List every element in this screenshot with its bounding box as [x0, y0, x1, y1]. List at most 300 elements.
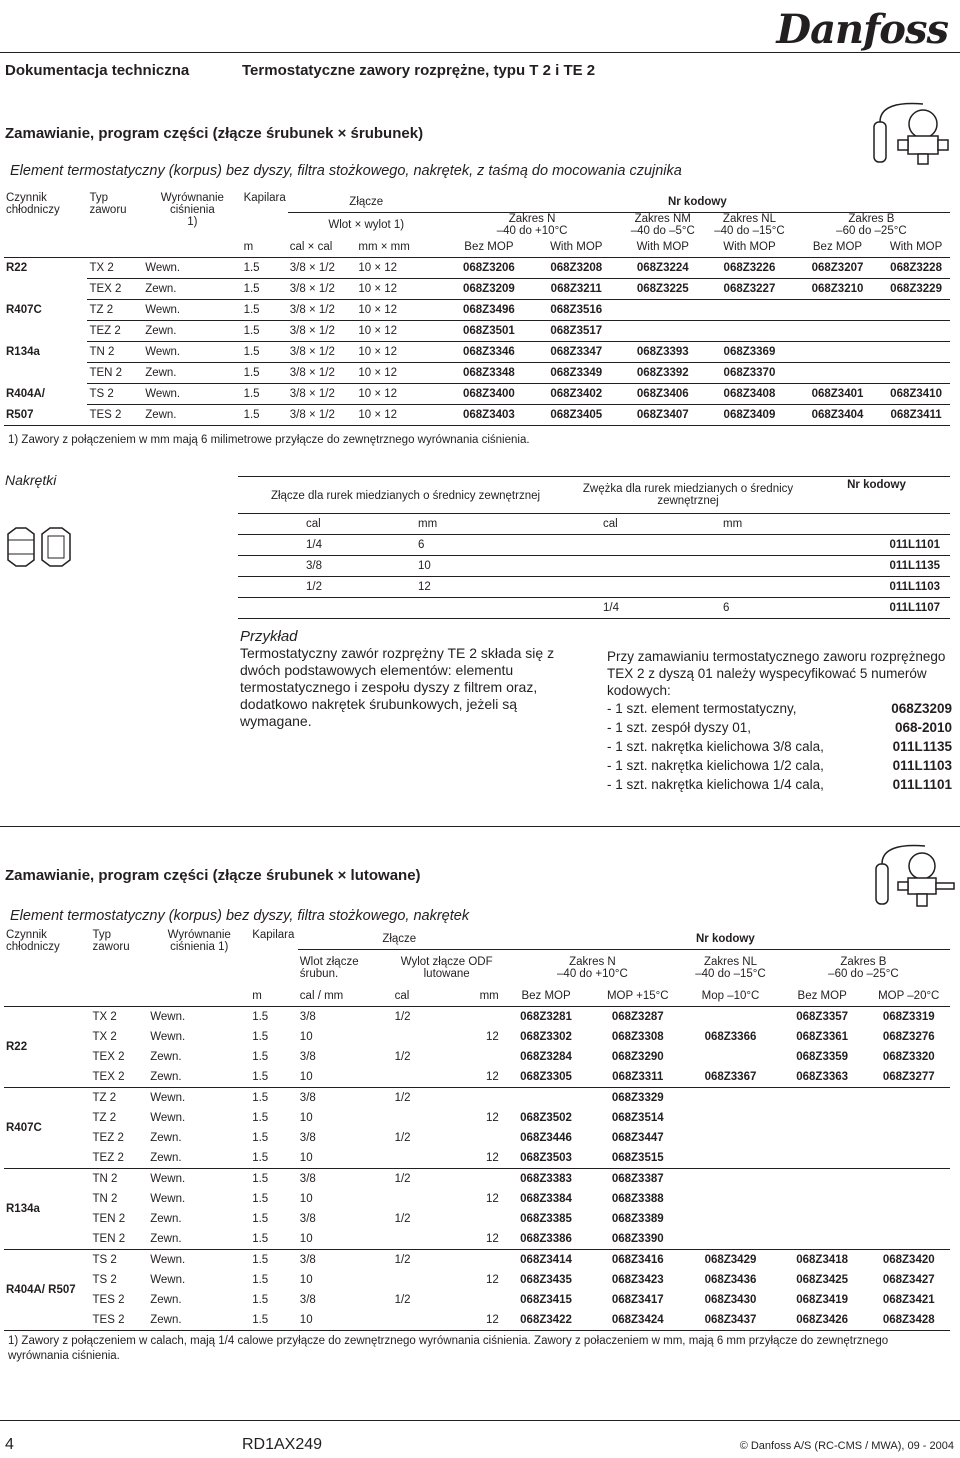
u2-m: m — [250, 986, 298, 1007]
code-cell — [882, 321, 950, 342]
inlet-cell: 10 — [298, 1229, 393, 1250]
mm-cell — [388, 598, 573, 619]
code-cell: 068Z3346 — [445, 342, 533, 363]
mm-cell: 10 × 12 — [356, 363, 444, 384]
code-cell: 068Z3357 — [796, 1011, 849, 1023]
mm-cell: 10 — [388, 556, 573, 577]
code-cell: 068Z3418 — [796, 1254, 849, 1266]
type-cell: TS 2 — [92, 1274, 117, 1286]
code-cell: 068Z3403 — [445, 405, 533, 426]
code-cell — [793, 363, 882, 384]
capillary-cell: 1.5 — [252, 1173, 269, 1185]
code-cell — [706, 300, 793, 321]
table-row — [4, 321, 950, 342]
copyright: © Danfoss A/S (RC-CMS / MWA), 09 - 2004 — [739, 1440, 954, 1452]
type-cell: TEZ 2 — [87, 321, 143, 342]
h-range-nl: Zakres NL — [722, 213, 776, 225]
code-cell: 068Z3228 — [882, 258, 950, 279]
code-cell — [684, 1088, 777, 1109]
code-cell: 068Z3311 — [591, 1067, 684, 1088]
code-cell: 068Z3424 — [591, 1310, 684, 1331]
h2-range-b: Zakres B — [840, 956, 887, 968]
code-cell: 068Z3225 — [619, 279, 706, 300]
cal-cell — [238, 598, 388, 619]
u-mm: mm × mm — [356, 237, 444, 258]
type-cell: TEN 2 — [91, 1229, 149, 1250]
code-cell: 068Z3302 — [520, 1031, 572, 1043]
code-cell: 068Z3369 — [706, 342, 793, 363]
mm-cell: 12 — [442, 1067, 501, 1088]
mm-cell — [442, 1128, 501, 1148]
cal-cell — [393, 1229, 442, 1250]
order-item-code: 011L1101 — [892, 777, 952, 792]
capillary-cell: 1.5 — [252, 1031, 269, 1043]
order-item-code: 011L1135 — [892, 739, 952, 754]
mm-cell — [442, 1209, 501, 1229]
code-cell: 068Z3359 — [796, 1051, 849, 1063]
cal-cell — [393, 1108, 442, 1128]
capillary-cell: 1.5 — [242, 321, 288, 342]
type-cell: TZ 2 — [87, 300, 143, 321]
inch-cell: 3/8 × 1/2 — [288, 405, 357, 426]
code-cell — [867, 1169, 950, 1190]
page-header — [0, 0, 960, 88]
code-cell: 068Z3390 — [591, 1229, 684, 1250]
h-inlet-outlet: Wlot × wylot 1) — [328, 219, 405, 231]
mm-cell: 6 — [388, 535, 573, 556]
code-cell — [684, 1148, 777, 1169]
code-cell — [619, 321, 706, 342]
code-cell — [684, 1047, 777, 1067]
equalization-cell: Wewn. — [143, 300, 241, 321]
code-cell — [777, 1229, 868, 1250]
code-cell: 068Z3384 — [520, 1193, 572, 1205]
capillary-cell: 1.5 — [242, 405, 288, 426]
refrigerant-cell: R134a — [4, 1169, 91, 1250]
code-cell: 068Z3229 — [882, 279, 950, 300]
type-cell: TEX 2 — [91, 1067, 149, 1088]
code-cell: 068Z3517 — [533, 321, 619, 342]
inlet-cell: 3/8 — [299, 1254, 316, 1266]
cal-cell: 1/4 — [573, 598, 693, 619]
code-cell: 068Z3305 — [501, 1067, 592, 1088]
code-cell: 068Z3366 — [704, 1031, 757, 1043]
h-range-nm-val: –40 do –5°C — [630, 225, 695, 237]
code-cell: 068Z3415 — [520, 1294, 572, 1306]
code-cell: 068Z3277 — [867, 1067, 950, 1088]
equalization-cell: Wewn. — [143, 384, 241, 405]
capillary-cell: 1.5 — [250, 1067, 298, 1088]
code-cell: 068Z3348 — [445, 363, 533, 384]
u-c3: With MOP — [619, 237, 706, 258]
code-cell: 068Z3409 — [706, 405, 793, 426]
capillary-cell: 1.5 — [242, 279, 288, 300]
h-eq-note: 1) — [187, 216, 198, 228]
code-cell: 068Z3401 — [793, 384, 882, 405]
mm-cell — [442, 1250, 501, 1271]
code-cell: 068Z3416 — [611, 1254, 664, 1266]
code-cell — [777, 1088, 868, 1109]
refrigerant-cell — [4, 321, 87, 342]
table-row — [238, 598, 950, 619]
inlet-cell: 3/8 — [299, 1294, 316, 1306]
type-cell: TEZ 2 — [92, 1132, 124, 1144]
cal-cell — [393, 1310, 442, 1331]
code-cell — [684, 1128, 777, 1148]
refrigerant-cell: R134a — [6, 346, 40, 358]
code-cell — [867, 1229, 950, 1250]
type-cell: TEX 2 — [92, 1051, 125, 1063]
cal-cell — [573, 556, 693, 577]
refrigerant-cell: R404A/ R507 — [4, 1250, 91, 1331]
capillary-cell: 1.5 — [252, 1274, 269, 1286]
u2-c3: Mop –10°C — [684, 986, 777, 1007]
code-cell: 068Z3320 — [882, 1051, 935, 1063]
section2-title: Zamawianie, program części (złącze śrubunek × lutowane) — [5, 867, 421, 884]
nuts-h-flare: Złącze dla rurek miedzianych o średnicy zewnętrznej — [238, 477, 573, 514]
inlet-cell: 3/8 — [299, 1132, 316, 1144]
code-cell — [684, 1007, 777, 1028]
mm-cell — [442, 1290, 501, 1310]
capillary-cell: 1.5 — [252, 1011, 269, 1023]
doc-title: Termostatyczne zawory rozprężne, typu T 2 i TE 2 — [242, 62, 596, 79]
code-cell — [867, 1189, 950, 1209]
table-row — [4, 279, 950, 300]
code-cell: 068Z3210 — [793, 279, 882, 300]
inlet-cell: 10 — [299, 1112, 313, 1124]
code-cell: 068Z3446 — [520, 1132, 572, 1144]
capillary-cell: 1.5 — [252, 1132, 269, 1144]
code-cell: 068Z3393 — [619, 342, 706, 363]
equalization-cell: Zewn. — [148, 1229, 250, 1250]
table-row — [4, 1007, 950, 1028]
cal-cell — [393, 1027, 442, 1047]
cal-cell — [393, 1148, 442, 1169]
table-row — [4, 1189, 950, 1209]
code-cell: 068Z3388 — [611, 1193, 664, 1205]
mm-cell: 12 — [388, 577, 573, 598]
capillary-cell: 1.5 — [250, 1229, 298, 1250]
inch-cell: 3/8 × 1/2 — [288, 363, 357, 384]
example-block — [240, 628, 590, 730]
cal-cell: 1/2 — [394, 1092, 411, 1104]
equalization-cell: Zewn. — [143, 321, 241, 342]
cal-cell: 1/2 — [394, 1132, 411, 1144]
inch-cell: 3/8 × 1/2 — [288, 300, 357, 321]
mm-cell: 10 × 12 — [356, 405, 444, 426]
code-cell: 068Z3514 — [611, 1112, 664, 1124]
list-item — [607, 756, 952, 775]
h2-range-b-val: –60 do –25°C — [828, 968, 899, 980]
code-cell: 068Z3430 — [704, 1294, 757, 1306]
type-cell: TX 2 — [92, 1031, 117, 1043]
h-range-n-val: –40 do +10°C — [496, 225, 568, 237]
code-cell: 068Z3226 — [706, 258, 793, 279]
code-cell — [867, 1128, 950, 1148]
code-cell: 068Z3423 — [611, 1274, 664, 1286]
capillary-cell: 1.5 — [252, 1092, 269, 1104]
code-cell — [706, 321, 793, 342]
code-cell — [619, 300, 706, 321]
section2-table — [4, 929, 950, 1331]
type-cell: TN 2 — [92, 1193, 118, 1205]
inlet-cell: 10 — [298, 1148, 393, 1169]
cal-cell: 1/2 — [394, 1051, 411, 1063]
code-cell: 011L1135 — [803, 556, 950, 577]
table-row — [4, 1169, 950, 1190]
cal-cell — [393, 1270, 442, 1290]
code-cell: 068Z3502 — [520, 1112, 572, 1124]
h2-code-no: Nr kodowy — [501, 929, 950, 950]
mm-cell — [442, 1169, 501, 1190]
code-cell: 068Z3281 — [520, 1011, 572, 1023]
section2-subtitle: Element termostatyczny (korpus) bez dyszy, filtra stożkowego, nakrętek — [10, 908, 470, 924]
cal-cell — [573, 535, 693, 556]
code-cell: 068Z3419 — [796, 1294, 849, 1306]
inch-cell: 3/8 × 1/2 — [288, 258, 357, 279]
u2-c4: Bez MOP — [777, 986, 868, 1007]
code-cell: 068Z3410 — [882, 384, 950, 405]
order-item-text: - 1 szt. nakrętka kielichowa 3/8 cala, — [607, 739, 824, 754]
cal-cell — [393, 1189, 442, 1209]
code-cell — [684, 1209, 777, 1229]
equalization-cell: Zewn. — [150, 1051, 182, 1063]
order-item-text: - 1 szt. nakrętka kielichowa 1/2 cala, — [607, 758, 824, 773]
table-row — [4, 300, 950, 321]
type-cell: TEN 2 — [87, 363, 143, 384]
inlet-cell: 3/8 — [299, 1092, 316, 1104]
code-cell: 068Z3209 — [445, 279, 533, 300]
h2-range-nl-val: –40 do –15°C — [695, 968, 766, 980]
h-type: Typ zaworu — [89, 192, 127, 216]
example-text: Termostatyczny zawór rozprężny TE 2 składa się z dwóch podstawowych elementów: elementu termostatycznego i zespołu dyszy z filtrem oraz, dodatkowo nakrętek śrubunkowych, jeżeli są wymagane. — [240, 645, 555, 729]
code-cell: 068Z3385 — [520, 1213, 572, 1225]
cal-cell: 1/2 — [394, 1173, 411, 1185]
equalization-cell: Wewn. — [150, 1092, 186, 1104]
table-row — [4, 1108, 950, 1128]
u-c2: With MOP — [533, 237, 619, 258]
h-range-nl-val: –40 do –15°C — [714, 225, 785, 237]
u-c6: With MOP — [882, 237, 950, 258]
valve-icon-2 — [870, 842, 958, 920]
mm-cell: 12 — [442, 1229, 501, 1250]
code-cell — [777, 1189, 868, 1209]
code-cell: 068Z3284 — [520, 1051, 572, 1063]
code-cell — [867, 1209, 950, 1229]
mm-cell: 10 × 12 — [356, 321, 444, 342]
code-cell: 068Z3408 — [706, 384, 793, 405]
code-cell — [501, 1088, 592, 1109]
code-cell: 068Z3406 — [619, 384, 706, 405]
cal-cell: 1/4 — [238, 535, 388, 556]
code-cell — [882, 342, 950, 363]
capillary-cell: 1.5 — [252, 1193, 269, 1205]
equalization-cell: Zewn. — [148, 1310, 250, 1331]
code-cell — [684, 1229, 777, 1250]
code-cell: 068Z3414 — [520, 1254, 572, 1266]
code-cell: 068Z3435 — [520, 1274, 572, 1286]
code-cell — [793, 300, 882, 321]
cal-cell: 1/2 — [238, 577, 388, 598]
mm-cell — [442, 1007, 501, 1028]
code-cell: 068Z3206 — [445, 258, 533, 279]
equalization-cell: Wewn. — [150, 1011, 186, 1023]
h2-connection: Złącze — [298, 929, 501, 950]
code-cell: 068Z3428 — [867, 1310, 950, 1331]
nuts-label: Nakrętki — [5, 472, 57, 488]
equalization-cell: Wewn. — [143, 258, 241, 279]
mm-cell — [693, 535, 803, 556]
order-item-code: 011L1103 — [892, 758, 952, 773]
code-cell: 068Z3496 — [445, 300, 533, 321]
order-item-text: - 1 szt. element termostatyczny, — [607, 701, 797, 716]
code-cell: 068Z3422 — [501, 1310, 592, 1331]
code-cell: 068Z3227 — [706, 279, 793, 300]
code-cell: 068Z3389 — [611, 1213, 664, 1225]
refrigerant-cell: R22 — [6, 262, 28, 275]
section1-title: Zamawianie, program części (złącze śrubunek × śrubunek) — [5, 125, 424, 142]
code-cell: 068Z3420 — [882, 1254, 935, 1266]
table-row — [4, 1067, 950, 1088]
code-cell — [777, 1209, 868, 1229]
inch-cell: 3/8 × 1/2 — [288, 342, 357, 363]
inch-cell: 3/8 × 1/2 — [288, 279, 357, 300]
h-range-n: Zakres N — [508, 213, 556, 225]
code-cell: 068Z3417 — [611, 1294, 664, 1306]
code-cell: 068Z3405 — [533, 405, 619, 426]
equalization-cell: Zewn. — [143, 405, 241, 426]
table-row — [4, 363, 950, 384]
table-row — [4, 342, 950, 363]
code-cell — [777, 1128, 868, 1148]
section1-table — [4, 192, 950, 426]
nuts-h-reducer: Zwężka dla rurek miedzianych o średnicy zewnętrznej — [573, 477, 803, 514]
cal-cell — [393, 1067, 442, 1088]
nuts-u-mm2: mm — [693, 514, 803, 535]
code-cell — [684, 1169, 777, 1190]
list-item — [607, 775, 952, 794]
capillary-cell: 1.5 — [242, 363, 288, 384]
code-cell — [777, 1148, 868, 1169]
u-c1: Bez MOP — [445, 237, 533, 258]
table-row — [4, 1209, 950, 1229]
equalization-cell: Wewn. — [150, 1031, 186, 1043]
h2-type: Typ zaworu — [92, 929, 130, 953]
refrigerant-cell — [4, 363, 87, 384]
cal-cell — [573, 577, 693, 598]
mm-cell: 12 — [485, 1193, 499, 1205]
nuts-u-cal1: cal — [238, 514, 388, 535]
inlet-cell: 10 — [298, 1310, 393, 1331]
equalization-cell: Zewn. — [150, 1294, 182, 1306]
mm-cell — [693, 556, 803, 577]
code-cell — [684, 1189, 777, 1209]
cal-cell: 1/2 — [394, 1254, 411, 1266]
table-row — [4, 1229, 950, 1250]
code-cell: 011L1107 — [803, 598, 950, 619]
h2-capillary: Kapilara — [252, 929, 295, 941]
section2-footnote: 1) Zawory z połączeniem w calach, mają 1/4 calowe przyłącze do zewnętrznego wyrównania ciśnienia. Zawory z połaczeniem w mm, mają 6 mm przyłącze do zewnętrznego wyrównania ciśnienia. — [8, 1335, 889, 1362]
doc-type: Dokumentacja techniczna — [5, 62, 190, 79]
mm-cell: 12 — [442, 1148, 501, 1169]
mm-cell: 6 — [693, 598, 803, 619]
cal-cell: 1/2 — [394, 1294, 411, 1306]
type-cell: TN 2 — [92, 1173, 118, 1185]
code-cell — [867, 1148, 950, 1169]
nuts-u-cal2: cal — [573, 514, 693, 535]
type-cell: TEZ 2 — [91, 1148, 149, 1169]
type-cell: TS 2 — [87, 384, 143, 405]
inlet-cell: 3/8 — [299, 1051, 316, 1063]
h-code-no: Nr kodowy — [445, 192, 950, 213]
table-row — [238, 535, 950, 556]
capillary-cell: 1.5 — [252, 1112, 269, 1124]
capillary-cell: 1.5 — [252, 1051, 269, 1063]
code-cell: 068Z3516 — [533, 300, 619, 321]
list-item — [607, 737, 952, 756]
doc-number: RD1AX249 — [242, 1436, 323, 1453]
h-capillary: Kapilara — [243, 192, 286, 204]
table-row — [4, 1148, 950, 1169]
inch-cell: 3/8 × 1/2 — [288, 384, 357, 405]
u-m: m — [242, 237, 288, 258]
code-cell: 068Z3287 — [611, 1011, 664, 1023]
code-cell: 068Z3383 — [520, 1173, 572, 1185]
mm-cell: 10 × 12 — [356, 279, 444, 300]
table-row — [4, 1250, 950, 1271]
refrigerant-cell: R507 — [4, 405, 87, 426]
code-cell: 068Z3407 — [619, 405, 706, 426]
order-example — [607, 648, 952, 794]
type-cell: TZ 2 — [92, 1092, 117, 1104]
capillary-cell: 1.5 — [250, 1148, 298, 1169]
list-item — [607, 718, 952, 737]
code-cell: 011L1103 — [803, 577, 950, 598]
code-cell: 068Z3290 — [611, 1051, 664, 1063]
order-item-code: 068-2010 — [894, 720, 952, 735]
inlet-cell: 10 — [299, 1274, 313, 1286]
h2-range-n: Zakres N — [569, 956, 616, 968]
mm-cell: 10 × 12 — [356, 342, 444, 363]
code-cell — [882, 363, 950, 384]
code-cell: 068Z3404 — [793, 405, 882, 426]
code-cell — [777, 1108, 868, 1128]
code-cell: 068Z3347 — [533, 342, 619, 363]
cal-cell: 1/2 — [394, 1011, 411, 1023]
h-refrigerant: Czynnik chłodniczy — [6, 192, 60, 216]
code-cell: 068Z3501 — [445, 321, 533, 342]
type-cell: TES 2 — [87, 405, 143, 426]
code-cell: 068Z3447 — [611, 1132, 664, 1144]
type-cell: TEX 2 — [87, 279, 143, 300]
inlet-cell: 10 — [299, 1031, 313, 1043]
table-row — [4, 1047, 950, 1067]
h-range-b: Zakres B — [848, 213, 895, 225]
table-row — [4, 1310, 950, 1331]
u-c4: With MOP — [706, 237, 793, 258]
refrigerant-cell: R407C — [4, 1088, 91, 1169]
h2-refrigerant: Czynnik chłodniczy — [6, 929, 60, 953]
code-cell: 068Z3411 — [882, 405, 950, 426]
u2-cal: cal — [393, 986, 442, 1007]
order-intro: Przy zamawianiu termostatycznego zaworu rozprężnego TEX 2 z dyszą 01 należy wyspecyfikować 5 numerów kodowych: — [607, 649, 946, 698]
refrigerant-cell: R404A/ — [6, 388, 45, 400]
refrigerant-cell: R407C — [6, 304, 42, 316]
code-cell: 068Z3361 — [796, 1031, 849, 1043]
mm-cell: 10 × 12 — [356, 300, 444, 321]
code-cell: 068Z3437 — [684, 1310, 777, 1331]
equalization-cell: Wewn. — [150, 1254, 186, 1266]
